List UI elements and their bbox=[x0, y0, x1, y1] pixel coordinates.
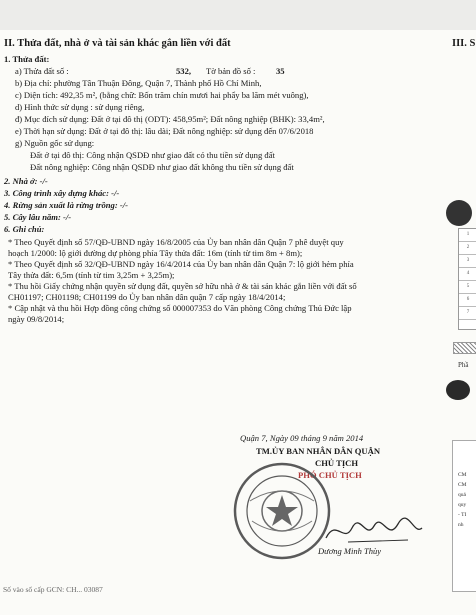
usage-form: d) Hình thức sử dụng : sử dụng riêng, bbox=[15, 102, 145, 112]
punch-hole-icon bbox=[446, 200, 472, 226]
side-fragment: CM bbox=[458, 472, 467, 478]
registration-number: Số vào sổ cấp GCN: CH... 03087 bbox=[3, 585, 103, 594]
parcel-heading: 1. Thửa đất: bbox=[4, 54, 50, 64]
trees-item: 5. Cây lâu năm: -/- bbox=[4, 212, 72, 222]
side-fragment: nh bbox=[458, 522, 464, 528]
usage-origin-urban: Đất ở tại đô thị: Công nhận QSDĐ như giao đất có thu tiền sử dụng đất bbox=[30, 150, 275, 160]
map-sheet-label: Tờ bản đồ số : bbox=[206, 66, 256, 76]
house-item: 2. Nhà ở: -/- bbox=[4, 176, 48, 186]
usage-origin-label: g) Nguồn gốc sử dụng: bbox=[15, 138, 95, 148]
section-heading: II. Thửa đất, nhà ở và tài sản khác gắn liền với đất bbox=[4, 38, 231, 49]
parcel-address: b) Địa chỉ: phường Tân Thuận Đông, Quận 7, Thành phố Hồ Chí Minh, bbox=[15, 78, 262, 88]
usage-term: e) Thời hạn sử dụng: Đất ở tại đô thị: lâu dài; Đất nông nghiệp: sử dụng đến 07/6/2018 bbox=[15, 126, 314, 136]
punch-hole-icon bbox=[446, 380, 470, 400]
note-line: * Cập nhật và thu hồi Hợp đồng công chứng số 000007353 do Văn phòng Công chứng Thủ Đức lập bbox=[8, 303, 352, 313]
parcel-area: c) Diện tích: 492,35 m², (bằng chữ: Bốn trăm chín mươi hai phẩy ba lăm mét vuông), bbox=[15, 90, 309, 100]
signing-org: TM.ỦY BAN NHÂN DÂN QUẬN bbox=[256, 446, 381, 456]
signer-name: Dương Minh Thùy bbox=[318, 546, 382, 556]
handwritten-signature-icon bbox=[318, 510, 428, 550]
notes-heading: 6. Ghi chú: bbox=[4, 224, 45, 234]
side-fragment: quả bbox=[458, 492, 466, 498]
map-sheet-value: 35 bbox=[276, 66, 285, 76]
side-fragment: CM bbox=[458, 482, 467, 488]
usage-origin-agri: Đất nông nghiệp: Công nhận QSDĐ như giao đất không thu tiền sử dụng đất bbox=[30, 162, 294, 172]
note-line: Tây thửa đất: 6,5m (tính từ tim 3,25m + 3,25m); bbox=[8, 270, 175, 280]
side-row: 6 bbox=[459, 294, 476, 307]
side-row: 5 bbox=[459, 281, 476, 294]
signing-date: Quận 7, Ngày 09 tháng 9 năm 2014 bbox=[240, 433, 364, 443]
side-fragment: - TI bbox=[458, 512, 467, 518]
side-row: 3 bbox=[459, 255, 476, 268]
note-line: ngày 09/8/2014; bbox=[8, 314, 65, 324]
note-line: * Thu hồi Giấy chứng nhận quyền sử dụng đất, quyền sở hữu nhà ở & tài sản khác gắn liền với đất số bbox=[8, 281, 357, 291]
construction-item: 3. Công trình xây dựng khác: -/- bbox=[4, 188, 120, 198]
side-table bbox=[458, 228, 476, 330]
side-row: 7 bbox=[459, 307, 476, 320]
note-line: hoạch 1/2000: lộ giới đường dự phòng phía Tây thửa đất: 16m (tính từ tim 8m + 8m); bbox=[8, 248, 303, 258]
right-section-heading: III. S bbox=[452, 38, 476, 49]
usage-purpose: đ) Mục đích sử dụng: Đất ở tại đô thị (ODT): 458,95m²; Đất nông nghiệp (BHK): 33,4m², bbox=[15, 114, 325, 124]
signer-title: CHỦ TỊCH bbox=[315, 458, 359, 468]
forest-item: 4. Rừng sản xuất là rừng trồng: -/- bbox=[4, 200, 128, 210]
hatch-legend-icon bbox=[453, 342, 476, 354]
side-row: 4 bbox=[459, 268, 476, 281]
parcel-number-label: a) Thửa đất số : bbox=[15, 66, 69, 76]
side-fragment: quy bbox=[458, 502, 467, 508]
side-row: 2 bbox=[459, 242, 476, 255]
top-border bbox=[0, 0, 476, 30]
official-seal-icon bbox=[232, 461, 332, 561]
note-line: CH01197; CH01198; CH01199 do Ủy ban nhân dân quận 7 cấp ngày 18/4/2014; bbox=[8, 292, 286, 302]
signer-title-stamp: PHÓ CHỦ TỊCH bbox=[298, 470, 362, 480]
note-line: * Theo Quyết định số 57/QĐ-UBND ngày 16/8/2005 của Ủy ban nhân dân Quận 7 phê duyệt quy bbox=[8, 237, 344, 247]
side-label: Phầ bbox=[458, 361, 469, 369]
parcel-number-value: 532, bbox=[176, 66, 192, 76]
side-row: 1 bbox=[459, 229, 476, 242]
note-line: * Theo Quyết định số 32/QĐ-UBND ngày 16/4/2014 của Ủy ban nhân dân Quận 7: lộ giới hẻm phía bbox=[8, 259, 354, 269]
